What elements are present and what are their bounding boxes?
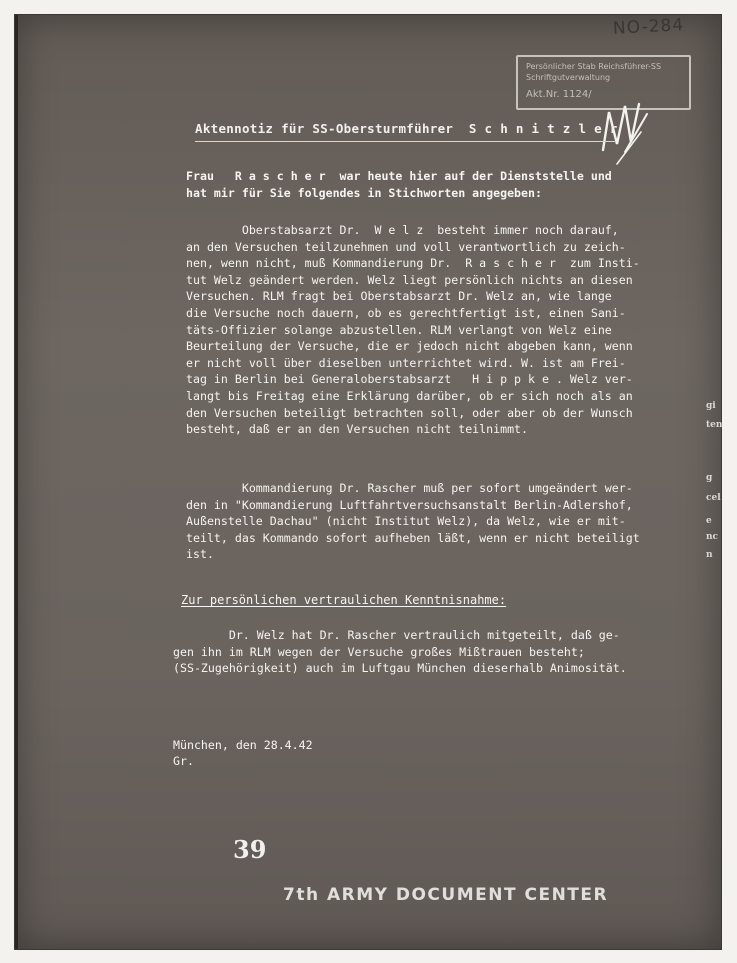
edge-fragment: nc: [706, 532, 719, 542]
file-reference: NO-284: [612, 15, 685, 39]
page-number: 39: [233, 835, 267, 864]
stamp-line-3: Akt.Nr. 1124/: [526, 89, 592, 100]
author-initials: Gr.: [173, 754, 194, 768]
archive-stamp: 7th ARMY DOCUMENT CENTER: [283, 885, 609, 905]
confidential-paragraph: Dr. Welz hat Dr. Rascher vertraulich mitgeteilt, daß ge- gen ihn im RLM wegen der Versuche großes Mißtrauen besteht; (SS-Zugehörigkeit) auch im Luftgau München dieserhalb Animosität.: [173, 628, 627, 676]
closing-block: [173, 737, 313, 769]
edge-fragment: g: [706, 473, 713, 483]
edge-fragment: gi: [706, 401, 716, 411]
memo-heading: Aktennotiz für SS-Obersturmführer S c h n i t z l e r: [195, 121, 618, 136]
main-paragraph: Oberstabsarzt Dr. W e l z besteht immer noch darauf, an den Versuchen teilzunehmen und voll verantwortlich zu zeich- nen, wenn nicht, muß Kommandierung Dr. R a s c h e r zum Insti- tut Welz geändert werden. Welz liegt persönlich nichts an diesen Versuchen. RLM fragt bei Oberstabsarzt Dr. Welz an, wie lange die Versuche noch dauern, ob es gerechtfertigt ist, einen Sani- täts-Offizier solange abzustellen. RLM verlangt von Welz eine Beurteilung der Versuche, die er jedoch nicht abgeben kann, wenn er nicht voll über dieselben unterrichtet wird. W. ist am Frei- tag in Berlin bei Generaloberstabsarzt H i p p k e . Welz ver- langt bis Freitag eine Erklärung darüber, ob er sich noch als an den Versuchen beteiligt betrachten soll, oder aber ob der Wunsch besteht, daß er an den Versuchen nicht teilnimmt.: [186, 223, 640, 437]
stamp-line-2: Schriftgutverwaltung: [526, 73, 611, 82]
heading-underline: [195, 141, 615, 142]
edge-fragment: cel: [706, 493, 721, 503]
kommandierung-paragraph: Kommandierung Dr. Rascher muß per sofort umgeändert wer- den in "Kommandierung Luftfahrtversuchsanstalt Berlin-Adlershof, Außenstelle Dachau" (nicht Institut Welz), da Welz, wie er mit- teilt, das Kommando sofort aufheben läßt, wenn er nicht beteiligt ist.: [186, 481, 640, 562]
stamp-line-1: Persönlicher Stab Reichsführer-SS: [526, 62, 662, 71]
place-date: München, den 28.4.42: [173, 738, 313, 752]
edge-fragment: ten: [706, 420, 723, 430]
edge-fragment: n: [706, 550, 713, 560]
intro-paragraph: Frau R a s c h e r war heute hier auf der Dienststelle und hat mir für Sie folgendes in Stichworten angegeben:: [186, 169, 612, 200]
edge-fragment: e: [706, 516, 712, 526]
confidential-heading: Zur persönlichen vertraulichen Kenntnisnahme:: [181, 593, 507, 607]
